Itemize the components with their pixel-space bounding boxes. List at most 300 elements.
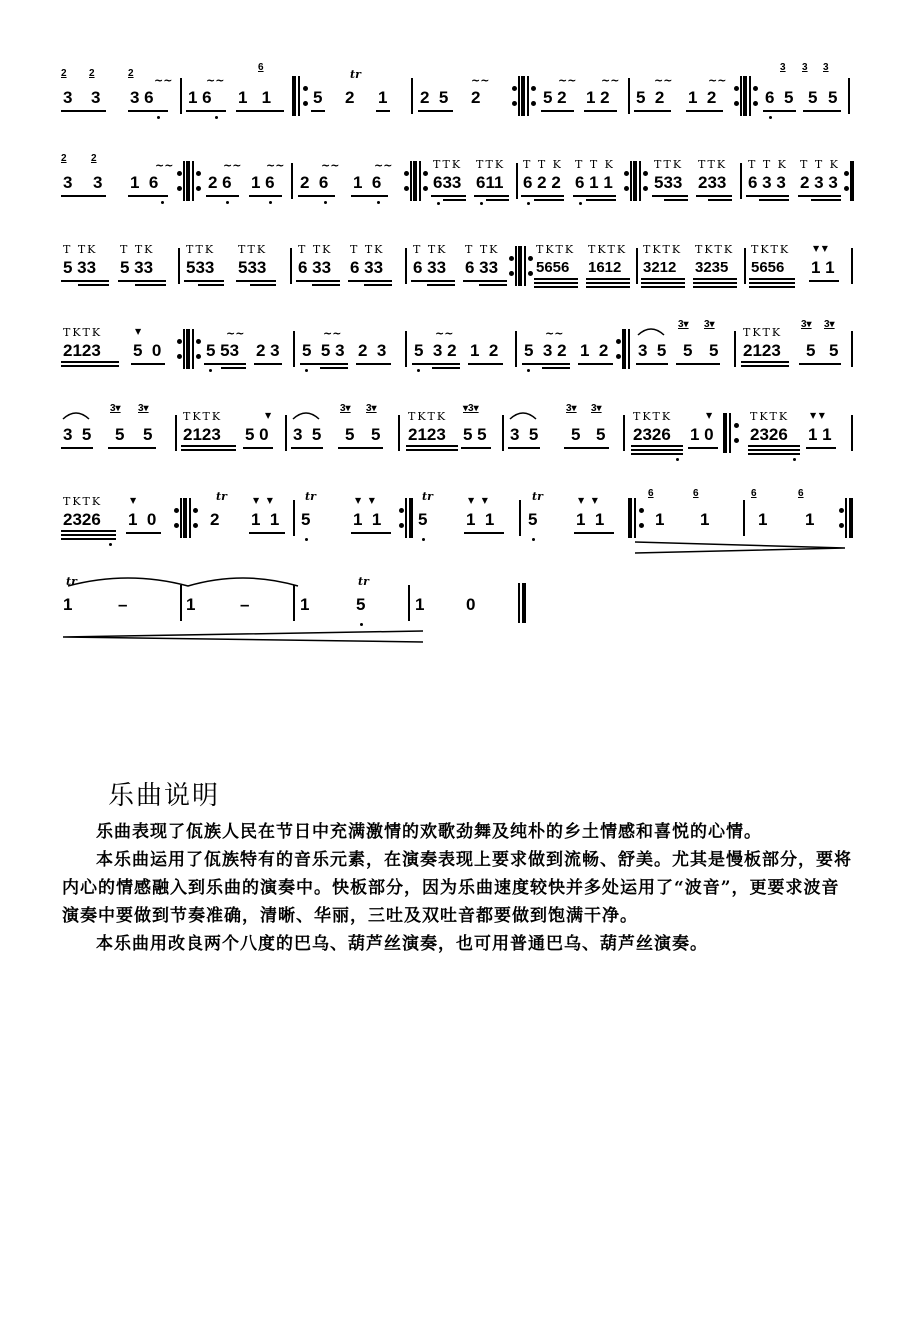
low-octave-dot (437, 202, 440, 205)
note-group: 5 3 2 (524, 341, 567, 360)
note-group: 5656 (751, 259, 785, 276)
note-group: 633 (433, 173, 462, 192)
underline (118, 280, 166, 282)
underline (412, 363, 460, 365)
underline (564, 447, 609, 449)
low-octave-dot (422, 538, 425, 541)
underline (634, 110, 671, 112)
tonguing-marks: TKTK (633, 410, 673, 423)
underline (254, 363, 282, 365)
note-group: 5 0 (133, 341, 162, 360)
underline (291, 447, 323, 449)
underline (443, 199, 466, 201)
low-octave-dot (109, 543, 112, 546)
grace-note: 3▾ (678, 319, 689, 330)
note-group: 5 (356, 595, 366, 614)
note-group: 5 (784, 88, 794, 107)
repeat-start (723, 413, 735, 453)
tonguing-marks: T TK (413, 243, 448, 256)
note-group: 3 6 (130, 88, 154, 107)
note-group: 1 1 (238, 88, 272, 107)
score-row-1 (58, 60, 858, 130)
tonguing-marks: TKTK (408, 410, 448, 423)
note-group: 5 33 (63, 258, 97, 277)
note-group: 1 2 (586, 88, 610, 107)
underline (636, 363, 668, 365)
note-group: 1 1 (576, 510, 605, 529)
note-group: 3235 (695, 259, 729, 276)
underline (300, 363, 348, 365)
underline (61, 361, 119, 363)
underline (746, 195, 789, 197)
tonguing-marks: TKTK (695, 243, 735, 256)
underline (312, 284, 340, 286)
underline (126, 532, 161, 534)
underline (641, 282, 685, 284)
underline (542, 367, 570, 369)
underline (221, 367, 246, 369)
tonguing-marks: T TK (120, 243, 155, 256)
underline (181, 445, 236, 447)
low-octave-dot (480, 202, 483, 205)
slur-icon (636, 325, 666, 337)
note-group: 2 6 (300, 173, 329, 192)
barline (398, 415, 400, 451)
underline (693, 286, 737, 288)
underline (574, 532, 614, 534)
underline (798, 195, 841, 197)
underline (584, 110, 617, 112)
underline (128, 195, 168, 197)
repeat-end-start (178, 498, 190, 538)
underline (748, 445, 800, 447)
grace-note: 3▾ (801, 319, 812, 330)
underline (534, 278, 578, 280)
note-group: 1 (700, 510, 710, 529)
underline (693, 282, 737, 284)
note-group: 1612 (588, 259, 622, 276)
mordent-icon: ~~ (545, 327, 564, 340)
note-group: 5 5 (463, 425, 487, 444)
barline (405, 331, 407, 367)
note-group: 6 3 3 (748, 173, 786, 192)
underline (641, 278, 685, 280)
note-group: 1 1 (466, 510, 495, 529)
underline (181, 449, 236, 451)
note-group: 5 (528, 510, 538, 529)
note-group: 2 5 (420, 88, 449, 107)
note-group: 1 (655, 510, 665, 529)
underline (741, 361, 789, 363)
underline (586, 278, 630, 280)
trill-icon: tr (216, 490, 227, 503)
low-octave-dot (360, 623, 363, 626)
trill-icon: tr (358, 575, 369, 588)
note-group: – (240, 595, 250, 614)
underline (61, 447, 93, 449)
underline (586, 282, 630, 284)
underline (184, 280, 224, 282)
note-group: 1 (415, 595, 425, 614)
grace-note: 2 (61, 153, 67, 164)
tonguing-marks: TKTK (643, 243, 683, 256)
final-barline (518, 583, 530, 623)
note-group: 1 1 (808, 425, 832, 444)
underline (741, 365, 789, 367)
grace-note: 3 (823, 62, 829, 73)
underline (298, 195, 335, 197)
note-group: 3 (63, 173, 73, 192)
trill-icon: tr (350, 68, 361, 81)
note-group: 5 (301, 510, 311, 529)
repeat-end (403, 498, 415, 538)
underline (236, 110, 284, 112)
mordent-icon: ~~ (266, 159, 285, 172)
barline (519, 500, 521, 536)
grace-note: ▾3▾ (463, 403, 479, 414)
mordent-icon: ~~ (206, 74, 225, 87)
note-group: 1 2 (688, 88, 717, 107)
underline (749, 278, 795, 280)
underline (522, 363, 570, 365)
trill-icon: tr (305, 490, 316, 503)
barline (290, 248, 292, 284)
mordent-icon: ~~ (435, 327, 454, 340)
breath-marks: ▼ (130, 496, 137, 505)
repeat-end-start (181, 161, 193, 201)
tonguing-marks: TTK (698, 158, 728, 171)
mordent-icon: ~~ (374, 159, 393, 172)
barline (180, 585, 182, 621)
score-row-4 (58, 313, 858, 383)
underline (338, 447, 383, 449)
repeat-end-start (513, 246, 525, 286)
barline (502, 415, 504, 451)
underline (198, 284, 224, 286)
underline (204, 363, 246, 365)
repeat-end (843, 498, 855, 538)
barline (848, 78, 850, 114)
note-group: 0 (466, 595, 476, 614)
underline (479, 284, 507, 286)
underline (688, 447, 718, 449)
underline (78, 284, 109, 286)
grace-note: 6 (693, 488, 699, 499)
underline (296, 280, 340, 282)
underline (351, 532, 391, 534)
note-group: 5 53 (206, 341, 240, 360)
barline (740, 163, 742, 199)
description-title: 乐曲说明 (108, 781, 221, 811)
barline (293, 585, 295, 621)
slur-icon (61, 409, 91, 421)
tonguing-marks: TTK (238, 243, 268, 256)
mordent-icon: ~~ (471, 74, 490, 87)
low-octave-dot (676, 458, 679, 461)
low-octave-dot (269, 201, 272, 204)
note-group: 1 1 (353, 510, 382, 529)
barline (636, 248, 638, 284)
tie-icon (63, 572, 308, 592)
note-group: 2 3 (256, 341, 280, 360)
low-octave-dot (532, 538, 535, 541)
underline (749, 286, 795, 288)
underline (631, 445, 683, 447)
note-group: 5 33 (120, 258, 154, 277)
mordent-icon: ~~ (154, 74, 173, 87)
barline (851, 415, 853, 451)
breath-marks: ▼ (265, 411, 272, 420)
underline (811, 199, 841, 201)
note-group: 5 (596, 425, 606, 444)
underline (749, 282, 795, 284)
note-group: 1 6 (353, 173, 382, 192)
tonguing-marks: TKTK (63, 495, 103, 508)
underline (803, 110, 841, 112)
barline (734, 331, 736, 367)
note-group: 1 6 (130, 173, 159, 192)
underline (364, 284, 392, 286)
note-group: 5 (143, 425, 153, 444)
barline (515, 331, 517, 367)
grace-note: 3▾ (824, 319, 835, 330)
note-group: 233 (698, 173, 727, 192)
repeat-end-start (738, 76, 750, 116)
grace-note: 2 (61, 68, 67, 79)
tonguing-marks: TTK (433, 158, 463, 171)
mordent-icon: ~~ (321, 159, 340, 172)
barline (743, 500, 745, 536)
breath-marks: ▼ ▼ (578, 496, 598, 505)
underline (693, 278, 737, 280)
barline (175, 415, 177, 451)
note-group: 5 (829, 341, 839, 360)
tonguing-marks: TKTK (743, 326, 783, 339)
low-octave-dot (527, 202, 530, 205)
underline (348, 280, 392, 282)
underline (664, 199, 688, 201)
note-group: 6 33 (465, 258, 499, 277)
barline (516, 163, 518, 199)
low-octave-dot (161, 201, 164, 204)
note-group: 5 (418, 510, 428, 529)
tonguing-marks: TKTK (536, 243, 576, 256)
underline (61, 530, 116, 532)
underline (186, 110, 226, 112)
note-group: 2326 (63, 510, 101, 529)
low-octave-dot (417, 369, 420, 372)
note-group: 5656 (536, 259, 570, 276)
underline (61, 365, 119, 367)
note-group: 1 6 (251, 173, 275, 192)
underline (351, 195, 388, 197)
note-group: 3 5 (638, 341, 667, 360)
underline (61, 110, 106, 112)
grace-note: 2 (89, 68, 95, 79)
note-group: 6 33 (350, 258, 384, 277)
note-group: 2 (210, 510, 220, 529)
barline (285, 415, 287, 451)
note-group: 5 5 3 (302, 341, 345, 360)
repeat-start (628, 498, 640, 538)
underline (534, 286, 578, 288)
breath-marks: ▼ ▼ (810, 411, 825, 420)
underline (61, 538, 116, 540)
repeat-start (292, 76, 304, 116)
note-group: 6 33 (413, 258, 447, 277)
note-group: 3 (93, 173, 103, 192)
description-paragraph: 本乐曲用改良两个八度的巴乌、葫芦丝演奏，也可用普通巴乌、葫芦丝演奏。 (96, 934, 708, 954)
note-group: 611 (476, 173, 504, 192)
barline (851, 331, 853, 367)
grace-note: 3▾ (138, 403, 149, 414)
note-group: 1 (758, 510, 768, 529)
grace-note: 3▾ (591, 403, 602, 414)
barline (408, 585, 410, 621)
barline (744, 248, 746, 284)
grace-note: 6 (648, 488, 654, 499)
score-row-5 (58, 397, 858, 467)
grace-note: 6 (751, 488, 757, 499)
underline (432, 367, 460, 369)
barline (291, 163, 293, 199)
barline (851, 248, 853, 284)
underline (799, 363, 841, 365)
tonguing-marks: TKTK (63, 326, 103, 339)
low-octave-dot (305, 538, 308, 541)
underline (61, 534, 116, 536)
note-group: 6 2 2 (523, 173, 561, 192)
breath-marks: ▼ (135, 327, 142, 336)
note-group: 5 (571, 425, 581, 444)
underline (809, 280, 839, 282)
mordent-icon: ~~ (601, 74, 620, 87)
underline (427, 284, 455, 286)
low-octave-dot (527, 369, 530, 372)
barline (628, 78, 630, 114)
underline (578, 363, 613, 365)
tonguing-marks: T T K (800, 158, 840, 171)
underline (356, 363, 391, 365)
tonguing-marks: TKTK (751, 243, 791, 256)
grace-note: 3▾ (566, 403, 577, 414)
underline (250, 284, 276, 286)
underline (508, 447, 540, 449)
repeat-end-start (628, 161, 640, 201)
tonguing-marks: T T K (575, 158, 615, 171)
underline (534, 199, 564, 201)
note-group: 5 0 (245, 425, 269, 444)
tonguing-marks: TKTK (183, 410, 223, 423)
note-group: 5 (808, 88, 818, 107)
repeat-end (620, 329, 632, 369)
low-octave-dot (769, 116, 772, 119)
underline (128, 110, 168, 112)
underline (61, 195, 106, 197)
note-group: 6 1 1 (575, 173, 613, 192)
underline (206, 195, 239, 197)
grace-note: 3▾ (110, 403, 121, 414)
mordent-icon: ~~ (323, 327, 342, 340)
underline (468, 363, 503, 365)
note-group: 2 3 3 (800, 173, 838, 192)
note-group: 5 (345, 425, 355, 444)
underline (652, 195, 688, 197)
breath-marks: ▼ ▼ (253, 496, 273, 505)
note-group: 2 (345, 88, 355, 107)
barline (405, 248, 407, 284)
underline (541, 110, 574, 112)
trill-icon: tr (532, 490, 543, 503)
tonguing-marks: TKTK (588, 243, 628, 256)
note-group: 1 6 (188, 88, 212, 107)
grace-note: 6 (258, 62, 264, 73)
grace-note: 2 (128, 68, 134, 79)
barline (180, 78, 182, 114)
note-group: 2326 (633, 425, 671, 444)
underline (249, 195, 282, 197)
grace-note: 3▾ (704, 319, 715, 330)
note-group: 1 2 (580, 341, 609, 360)
repeat-end-start (408, 161, 420, 201)
repeat-end-start (181, 329, 193, 369)
note-group: 533 (654, 173, 683, 192)
tonguing-marks: TTK (476, 158, 506, 171)
underline (521, 195, 564, 197)
score-row-3 (58, 230, 858, 300)
grace-note: 3 (802, 62, 808, 73)
breath-marks: ▼ ▼ (468, 496, 488, 505)
note-group: 5 (683, 341, 693, 360)
tonguing-marks: T T K (523, 158, 563, 171)
underline (586, 286, 630, 288)
low-octave-dot (305, 369, 308, 372)
underline (696, 195, 732, 197)
note-group: 5 (115, 425, 125, 444)
note-group: 1 (300, 595, 310, 614)
note-group: 1 2 (470, 341, 499, 360)
grace-note: 3▾ (366, 403, 377, 414)
underline (573, 195, 616, 197)
note-group: 2123 (63, 341, 101, 360)
underline (243, 447, 273, 449)
note-group: 2 3 (358, 341, 387, 360)
slur-icon (508, 409, 538, 421)
underline (763, 110, 796, 112)
underline (135, 284, 166, 286)
low-octave-dot (579, 202, 582, 205)
note-group: 1 (378, 88, 388, 107)
note-group: 6 33 (298, 258, 332, 277)
barline (293, 500, 295, 536)
note-group: – (118, 595, 128, 614)
repeat-end (848, 161, 860, 201)
note-group: 2326 (750, 425, 788, 444)
low-octave-dot (226, 201, 229, 204)
note-group: 3 (63, 88, 73, 107)
underline (406, 449, 458, 451)
mordent-icon: ~~ (654, 74, 673, 87)
underline (236, 280, 276, 282)
underline (806, 447, 836, 449)
underline (686, 110, 723, 112)
underline (759, 199, 789, 201)
mordent-icon: ~~ (558, 74, 577, 87)
mordent-icon: ~~ (223, 159, 242, 172)
diminuendo-icon (61, 629, 426, 643)
low-octave-dot (215, 116, 218, 119)
note-group: 2123 (743, 341, 781, 360)
